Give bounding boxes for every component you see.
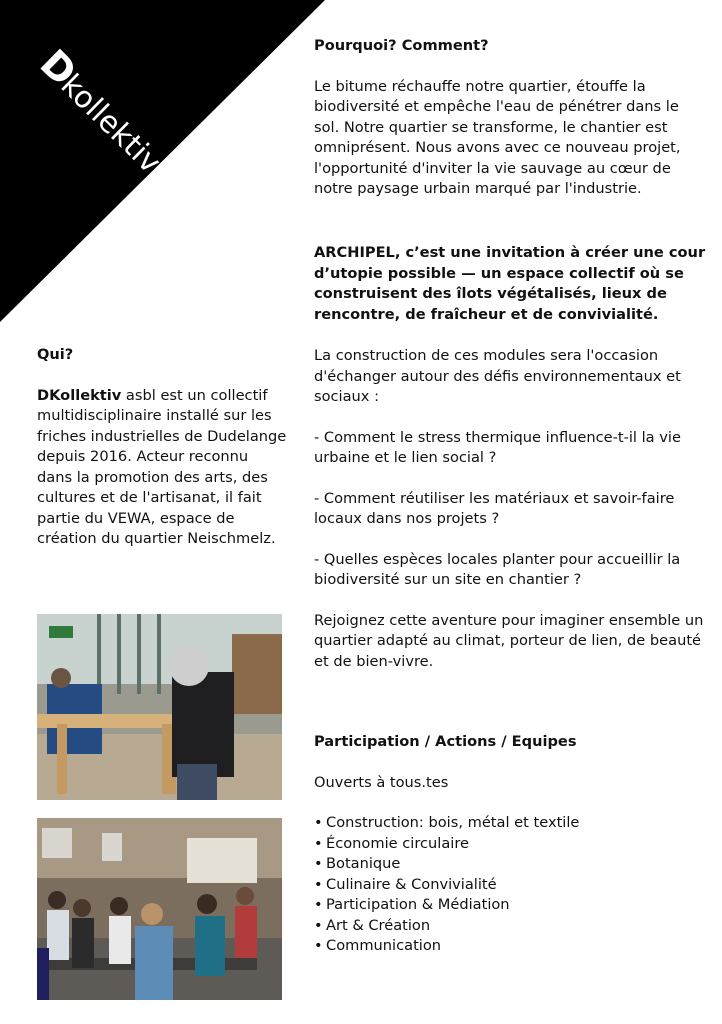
list-item: • Communication (314, 937, 442, 954)
logo-mark: D (31, 41, 86, 95)
logo-corner (0, 0, 330, 325)
why-heading: Pourquoi? Comment? (314, 37, 489, 54)
open-text: Ouverts à tous.tes (314, 773, 449, 791)
question-3: - Quelles espèces locales planter pour accueillir la biodiversité sur un site en chantier ? (314, 550, 681, 588)
list-item: • Participation & Médiation (314, 896, 510, 913)
list-item: • Botanique (314, 855, 401, 872)
question-1: - Comment le stress thermique influence-t-il la vie urbaine et le lien social ? (314, 428, 681, 466)
why-section (314, 36, 706, 200)
logo-rest: kollektiv (53, 67, 168, 181)
archipel-section (314, 243, 706, 325)
question-2: - Comment réutiliser les matériaux et savoir-faire locaux dans nos projets ? (314, 489, 675, 527)
who-heading: Qui? (37, 346, 74, 363)
list-item: • Construction: bois, métal et textile (314, 814, 580, 831)
who-paragraph: DKollektiv asbl est un collectif multidisciplinaire installé sur les friches industrielles de Dudelange depuis 2016. Acteur reconnu dans la promotion des arts, des cultures et de l'artisanat, il fait partie du VEWA, espace de création du quartier Neischmelz. (37, 386, 287, 547)
list-item: • Art & Création (314, 916, 431, 934)
who-section (37, 345, 287, 550)
corner-triangle (0, 0, 325, 322)
participation-heading: Participation / Actions / Equipes (314, 733, 577, 750)
why-paragraph: Le bitume réchauffe notre quartier, étouffe la biodiversité et empêche l'eau de pénétrer dans le sol. Notre quartier se transforme, le chantier est omniprésent. Nous avons avec ce nouveau projet, l'opportunité d'inviter la vie sauvage au cœur de notre paysage urbain marqué par l'industrie. (314, 77, 681, 197)
org-name: DKollektiv (37, 386, 122, 404)
list-item: • Économie circulaire (314, 834, 469, 852)
team-list (314, 813, 706, 957)
join-text: Rejoignez cette aventure pour imaginer ensemble un quartier adapté au climat, porteur de lien, de beauté et de bien-vivre. (314, 611, 704, 670)
construction-section (314, 346, 706, 672)
list-item: • Culinaire & Convivialité (314, 875, 497, 893)
workshop-photo-1 (37, 614, 282, 800)
workshop-photo-2 (37, 818, 282, 1000)
participation-section (314, 732, 706, 957)
archipel-text: ARCHIPEL, c’est une invitation à créer une cour d’utopie possible — un espace collectif où se construisent des îlots végétalisés, lieux de rencontre, de fraîcheur et de convivialité. (314, 244, 706, 323)
construction-text: La construction de ces modules sera l'occasion d'échanger autour des défis environnementaux et sociaux : (314, 347, 681, 405)
